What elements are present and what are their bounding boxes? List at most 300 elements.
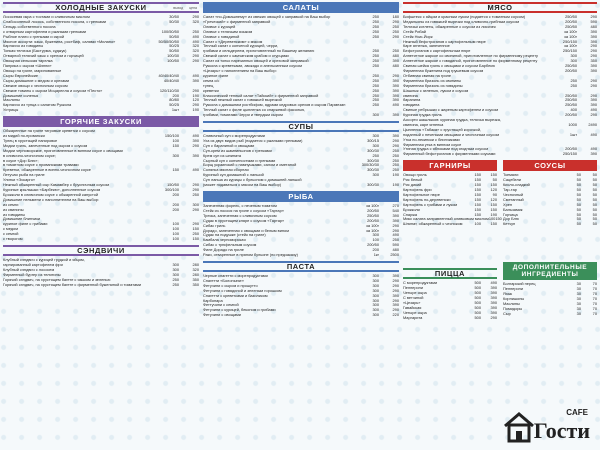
item-weight: 300 — [372, 277, 379, 283]
item-name: Хрен — [503, 201, 513, 207]
item-price: 390 — [590, 33, 597, 39]
item-weight: 300 — [372, 292, 379, 298]
item-price: 390 — [590, 97, 597, 103]
menu-item — [203, 113, 399, 118]
item-weight: 300 — [172, 152, 179, 158]
menu-item — [503, 222, 597, 227]
item-name: Бифштекс с яйцом и красным луком (подается с томатным соусом) — [403, 14, 526, 19]
item-weight: 250 — [372, 48, 379, 54]
item-price: 590 — [590, 18, 597, 24]
item-price: 70 — [592, 296, 597, 301]
item-name: Маслины — [3, 97, 20, 103]
item-name: Слабосоленый лосось, собственного посола, с гренками — [3, 18, 107, 24]
item-weight: 300 — [372, 282, 379, 288]
item-name: Гавайская — [403, 304, 422, 310]
item-price: 250 — [392, 157, 399, 163]
item-name: Горячий сэндвич, на хрустящем багете с языком и зеленью — [3, 276, 111, 282]
item-price: 270 — [392, 203, 399, 208]
item-price: 390 — [392, 112, 399, 118]
pasta-list — [203, 274, 399, 318]
item-name: Фетучини с курицей, беконом и грибами — [203, 307, 276, 313]
item-name: Сацебели — [503, 177, 521, 183]
item-price: 350 — [192, 281, 199, 287]
item-price: 150 — [192, 226, 199, 232]
item-name: Суп с бараниной и овощами — [203, 142, 255, 148]
item-price: 390 — [392, 133, 399, 139]
item-name: Руккола с креветками, авокадо и апельсинным соусом — [203, 63, 302, 69]
item-name: Свежие томаты с сыром Моцарелла и соусом «Песто» — [3, 87, 103, 93]
item-price: 540 — [392, 207, 399, 213]
item-price: 290 — [392, 72, 399, 78]
item-name: Свежий салат с камчатским крабом и огурцами — [203, 53, 289, 59]
item-price: 480 — [392, 247, 399, 253]
item-name: Суп-крем из шампиньонов с гренками — [203, 147, 272, 153]
item-name: Шпинат, обжаренный с чесноком — [403, 221, 463, 227]
section-title: РЫБА — [288, 192, 314, 201]
item-name: из говядины — [3, 211, 26, 217]
item-price: 50 — [592, 211, 597, 217]
cafe-logo — [502, 408, 594, 446]
item-weight: 250 — [172, 281, 179, 287]
item-name: с творогом — [3, 236, 23, 242]
item-weight: 500 — [474, 290, 481, 296]
item-price: 190 — [392, 172, 399, 178]
item-weight: 250 — [372, 33, 379, 39]
item-name: Карбонара — [203, 297, 223, 303]
item-name: баранина — [403, 97, 421, 103]
item-weight: 150 — [474, 177, 481, 183]
fish-list — [203, 204, 399, 258]
item-weight: 500 — [474, 299, 481, 305]
column-left — [3, 2, 199, 287]
item-price: 90 — [492, 191, 497, 197]
logo-name-text: Гости — [533, 418, 590, 443]
item-weight: 200/50 — [565, 18, 577, 24]
menu-item — [403, 316, 497, 321]
item-price: 70 — [592, 300, 597, 306]
item-name: Дор Блю — [503, 216, 519, 222]
item-weight: 150 — [474, 191, 481, 197]
item-weight: 200 — [172, 201, 179, 207]
item-name: Оливье с курицей — [203, 23, 236, 29]
item-name: Улитки «Эскарго» — [3, 177, 36, 183]
item-weight: 300/30 — [367, 182, 379, 188]
section-title: ХОЛОДНЫЕ ЗАКУСКИ — [55, 3, 147, 12]
sides-list — [403, 172, 502, 227]
item-price: 220 — [392, 312, 399, 318]
item-weight: 50 — [576, 216, 581, 222]
item-weight: 300 — [372, 133, 379, 139]
item-weight: 250 — [372, 72, 379, 78]
item-weight: 250/150 — [562, 151, 577, 157]
item-weight: 300 — [372, 297, 379, 303]
item-weight: 300/30 — [367, 147, 379, 153]
item-price: 490 — [392, 102, 399, 108]
item-weight: 250 — [570, 77, 577, 83]
item-price: 50 — [592, 191, 597, 197]
item-name: в соусе «Дор Блю»; — [3, 157, 39, 163]
item-price: 390 — [490, 299, 497, 305]
item-price: 120 — [490, 196, 497, 202]
section-header-fish — [203, 191, 399, 202]
item-weight: 30 — [576, 305, 581, 311]
item-price: 490 — [192, 33, 199, 39]
item-price: 490 — [590, 146, 597, 152]
item-price: 250 — [392, 167, 399, 173]
item-name: Нежный бефстроганов с картофельным пюре — [403, 38, 486, 44]
item-name: Сливочный суп с морепродуктами — [203, 133, 265, 139]
item-price: 290 — [590, 82, 597, 88]
item-weight: 50 — [576, 187, 581, 192]
item-weight: 250 — [372, 18, 379, 24]
item-name: Устрицы — [3, 107, 19, 113]
item-price: 290 — [392, 222, 399, 228]
item-weight: 40/40/40 — [163, 77, 179, 83]
item-price: 290 — [192, 102, 199, 108]
house-icon — [502, 410, 536, 444]
menu-item — [203, 253, 399, 258]
section-title: ГОРЯЧИЕ ЗАКУСКИ — [60, 117, 142, 127]
item-weight: 250 — [172, 276, 179, 282]
item-name: Домашние соленья — [3, 92, 39, 98]
item-price: 250 — [392, 23, 399, 29]
item-name: Фетучини с сыром и прошутто — [203, 282, 258, 288]
item-name: Тонкая телячья (Бастурма, суджук) — [3, 48, 67, 54]
item-name: Медальоны из говяжьей вырезки под сливочно-грибным соусом — [403, 18, 520, 24]
item-weight: 300 — [372, 312, 379, 318]
item-price: 390 — [392, 272, 399, 278]
item-name: Отварной телячий язык с хреном и горчицей — [3, 53, 84, 59]
item-name: Овощи гриль — [403, 172, 427, 178]
item-price: 2490 — [588, 121, 597, 127]
item-price: 390 — [590, 28, 597, 34]
item-price: 390 — [392, 292, 399, 298]
item-name: Рис белый — [403, 177, 423, 183]
item-name: гарнированный картофелем фри — [3, 261, 63, 267]
item-name: Фетучини с овощами — [203, 312, 241, 318]
menu-item — [203, 313, 399, 318]
item-price: 250 — [392, 48, 399, 54]
item-price: 390 — [590, 63, 597, 69]
item-price: 490 — [192, 72, 199, 78]
item-weight: 100 — [172, 231, 179, 237]
section-header-meat — [403, 2, 597, 13]
item-weight: 50 — [576, 182, 581, 188]
item-name: Мидии гриль, запеченные под сыром с соусом — [3, 142, 88, 148]
item-weight: 250/50 — [565, 92, 577, 98]
item-weight: 150 — [474, 172, 481, 178]
item-price: 280 — [192, 261, 199, 267]
item-weight: 200/50 — [565, 112, 577, 118]
section-title: СУПЫ — [288, 122, 314, 132]
section-header-sides — [403, 160, 497, 171]
item-price: 250 — [392, 237, 399, 243]
item-weight: 100 — [474, 221, 481, 227]
salads-list — [203, 15, 399, 118]
item-name: Свиные ребрышки с жареным картофелем и соусом — [403, 107, 499, 113]
item-price: 150 — [490, 182, 497, 188]
item-price: 50 — [592, 206, 597, 212]
item-price: 50 — [592, 177, 597, 183]
item-weight: 250 — [372, 58, 379, 64]
item-name: креветки — [203, 87, 219, 93]
label-weight: выход — [173, 6, 184, 10]
item-price: 280 — [192, 271, 199, 277]
item-weight: 300 — [372, 172, 379, 178]
item-weight: 500 — [474, 314, 481, 320]
item-name: из мидий по-провански — [3, 133, 45, 139]
item-weight: 300 — [372, 232, 379, 238]
item-name: Спагетти «Болоньезе» — [203, 277, 244, 283]
item-price: 250 — [192, 28, 199, 34]
item-price: 290 — [490, 314, 497, 320]
item-name: Стейк из лосося на гриле с соусом «Тартар» — [203, 207, 284, 213]
item-weight: 30 — [576, 291, 581, 297]
item-weight: 80/80 — [169, 97, 179, 103]
item-weight: 500 — [474, 280, 481, 286]
item-weight: 30 — [576, 286, 581, 292]
hot-appetizers-list — [3, 129, 199, 242]
item-price: 490 — [490, 280, 497, 286]
item-price: 250 — [392, 28, 399, 34]
item-weight: 30/50 — [169, 14, 179, 19]
item-name: Мясное ассорти: язык, буженина, ростбиф, салями «Милано» — [3, 38, 116, 44]
item-weight: 200/50 — [367, 242, 379, 248]
item-price: 250 — [192, 191, 199, 197]
item-name: Бефстроганов с картофельным пюре — [403, 48, 471, 54]
item-weight: за 100г — [366, 227, 379, 233]
item-name: Тунец в хрустящей панировке — [3, 137, 58, 143]
item-weight: 250/50 — [565, 23, 577, 29]
item-name: Тар-тар — [503, 187, 517, 192]
item-weight: 300 — [372, 307, 379, 313]
item-price: 150 — [490, 172, 497, 178]
item-name: Оливье с говядиной — [203, 33, 240, 39]
item-weight: 50 — [576, 191, 581, 197]
item-price: 390 — [392, 92, 399, 98]
item-name: Нежный обжаренный сыр Камамбер с брусничным соусом — [3, 182, 110, 188]
item-name: Фетучини с говядиной и зеленым горошком — [203, 287, 282, 293]
item-name: Горчица — [503, 211, 518, 217]
item-price: 390 — [490, 290, 497, 296]
item-price: 390 — [392, 302, 399, 308]
item-weight: 250 — [372, 87, 379, 93]
item-weight: 300/100 — [164, 187, 179, 192]
item-price: 390 — [192, 77, 199, 83]
item-name: Каре ягненка, запеченное — [403, 43, 450, 49]
item-weight: 250 — [372, 102, 379, 108]
extras-list — [503, 282, 597, 316]
item-name: Салат с «Деревенским» с мясом — [203, 38, 263, 44]
item-price: 120 — [490, 187, 497, 192]
item-name: Аппетитное жаркое с говядиной, приготовленное по фирменному рецепту — [403, 58, 538, 64]
item-name: с отварным картофелем и ржаными гренками — [3, 28, 87, 34]
item-name: Спаржа — [403, 211, 418, 217]
section-title: САЛАТЫ — [282, 3, 320, 12]
item-price: 390 — [590, 151, 597, 157]
item-weight: 30 — [576, 281, 581, 287]
item-name: Четыре сыра — [403, 309, 427, 315]
item-price: 290 — [392, 227, 399, 233]
item-weight: 250 — [372, 23, 379, 29]
item-name: в сливочно-чесночном соусе; — [3, 152, 56, 158]
item-name: Брокколи в сливочном соусе с обжаренной капустой — [3, 191, 99, 197]
item-weight: 250 — [372, 92, 379, 98]
item-price: 50 — [592, 216, 597, 222]
item-price: 290 — [392, 137, 399, 143]
menu-item — [3, 108, 199, 113]
item-name: Спагетти с креветками и базиликом — [203, 292, 268, 298]
section-header-cold-appetizers — [3, 2, 199, 13]
item-price: 290 — [192, 187, 199, 192]
item-weight: 200/50 — [367, 217, 379, 223]
sauces-block — [503, 160, 597, 227]
item-name: Камбала черноморская — [203, 237, 246, 243]
item-name: Картофельное пюре — [403, 191, 440, 197]
item-price: 190 — [490, 211, 497, 217]
item-name: Телячьи котлеты, обжаренные с соусом из лисичек — [403, 23, 496, 29]
item-name: куриное филе — [203, 72, 229, 78]
item-weight: 250 — [372, 53, 379, 59]
item-name: Картофель фри — [403, 187, 432, 192]
item-price: 150 — [490, 221, 497, 227]
item-weight: 150 — [474, 201, 481, 207]
item-name: Куриная грудка гриль — [403, 112, 442, 118]
item-price: 290 — [590, 77, 597, 83]
item-name: Пепперони — [503, 286, 523, 292]
item-price: 290 — [392, 297, 399, 303]
item-name: Язык — [503, 291, 513, 297]
pizza-extras-block — [403, 264, 597, 358]
item-name: с семгой — [3, 231, 19, 237]
item-weight: 500 — [474, 295, 481, 300]
item-name: Сельдь собственного посола — [3, 23, 56, 29]
item-price: 390 — [490, 304, 497, 310]
item-price: 250 — [392, 152, 399, 158]
section-header-extras — [503, 262, 597, 280]
item-price: 480 — [590, 23, 597, 29]
item-name: Карпаччо из тунца с салатом Руккола — [3, 102, 72, 108]
section-header-pizza — [403, 268, 497, 279]
item-weight: 150 — [474, 182, 481, 188]
item-price: 390 — [392, 58, 399, 64]
item-price: 590 — [392, 242, 399, 248]
item-weight: 30 — [576, 296, 581, 301]
item-price: 150 — [192, 236, 199, 242]
cold-appetizers-list — [3, 15, 199, 113]
item-weight: 250/50 — [367, 212, 379, 218]
item-price: 480 — [392, 53, 399, 59]
item-weight: 250/150 — [562, 38, 577, 44]
item-weight: 300/30 — [367, 157, 379, 163]
item-price: 290 — [192, 142, 199, 148]
item-name: Сибас гриль — [203, 222, 226, 228]
item-weight: 150 — [474, 196, 481, 202]
item-name: Фирменный бефстроганов с фирменными соусами — [403, 151, 496, 157]
item-weight: 100/30 — [167, 53, 179, 59]
item-price: 190 — [192, 92, 199, 98]
item-name: Свежие овощи с чесночным соусом — [3, 82, 68, 88]
section-header-sandwiches — [3, 245, 199, 256]
item-price: 290 — [192, 182, 199, 188]
item-weight: 100 — [488, 216, 496, 222]
item-weight: 250 — [372, 14, 379, 19]
item-weight: 250/50 — [565, 102, 577, 108]
item-weight: 50/50 — [169, 33, 179, 39]
item-weight: 100 — [172, 236, 179, 242]
item-weight: 300/30 — [367, 167, 379, 173]
item-name: Куриные крылышки «Барбекю», дополненные соусом — [3, 187, 101, 192]
item-weight: за 100г — [564, 28, 577, 34]
item-weight: 200 — [172, 92, 179, 98]
item-name: Микс салата заправленный оливковым маслом — [403, 216, 489, 222]
item-price: 390 — [392, 97, 399, 103]
item-weight: 250/50 — [565, 97, 577, 103]
item-weight: 50/25 — [169, 102, 179, 108]
item-name: Чесночный — [503, 191, 524, 197]
item-name: Маслины — [503, 300, 520, 306]
item-price: 250 — [392, 147, 399, 153]
item-weight: 150/100 — [164, 133, 179, 139]
item-name: Четыре сыра — [403, 290, 427, 296]
item-price: 50 — [592, 182, 597, 188]
item-name: Уха из двух видов рыб (подается с ржаными гренками) — [203, 137, 303, 143]
item-name: из семги — [3, 201, 19, 207]
item-weight: 100 — [172, 221, 179, 227]
item-price: 50 — [592, 196, 597, 202]
item-weight: за 100г — [366, 222, 379, 228]
item-price: 490 — [590, 107, 597, 113]
item-weight: 250/50 — [565, 63, 577, 69]
item-weight: за 100г — [366, 203, 379, 208]
item-weight: 200 — [372, 247, 379, 253]
item-price: 250 — [392, 162, 399, 168]
item-price: 290 — [590, 48, 597, 54]
item-price: 320 — [192, 266, 199, 272]
item-name: Клубный сэндвич с лососем — [3, 266, 55, 272]
item-name: С морепродуктами — [403, 280, 438, 286]
item-weight: 50 — [576, 211, 581, 217]
item-weight: 250 — [372, 97, 379, 103]
item-weight: 300 — [372, 142, 379, 148]
item-name: Оливье с телячьим языком — [203, 28, 253, 34]
item-price: 390 — [490, 285, 497, 291]
section-title: ПИЦЦА — [434, 269, 466, 279]
item-weight: 500 — [474, 285, 481, 291]
menu-item — [203, 183, 399, 188]
item-price: 350 — [192, 276, 199, 282]
item-price: 180 — [392, 14, 399, 19]
column-right — [403, 2, 597, 358]
item-weight: 300 — [172, 266, 179, 272]
item-weight: 120/110/30 — [159, 87, 179, 93]
item-name: Запеченная форель, с печеным томатом — [203, 203, 277, 208]
item-price: 390 — [392, 217, 399, 223]
item-name: семга с/с — [203, 77, 220, 83]
menu-item — [403, 152, 597, 157]
item-weight: 1кг — [373, 252, 379, 258]
item-name: Фирменная утка в винном соусе — [403, 141, 462, 147]
item-price: 320 — [192, 43, 199, 49]
item-name: Мидии черноморские, приготовленные в винном соусе с овощами — [3, 147, 123, 153]
item-weight: 300 — [172, 271, 179, 277]
item-name: Сырный суп с копченостями и гренками — [203, 157, 276, 163]
sandwiches-list — [3, 258, 199, 287]
section-header-pasta — [203, 261, 399, 272]
item-name: Корнишоны — [503, 296, 525, 301]
item-price: 2500 — [390, 252, 399, 258]
item-price: 290 — [392, 142, 399, 148]
